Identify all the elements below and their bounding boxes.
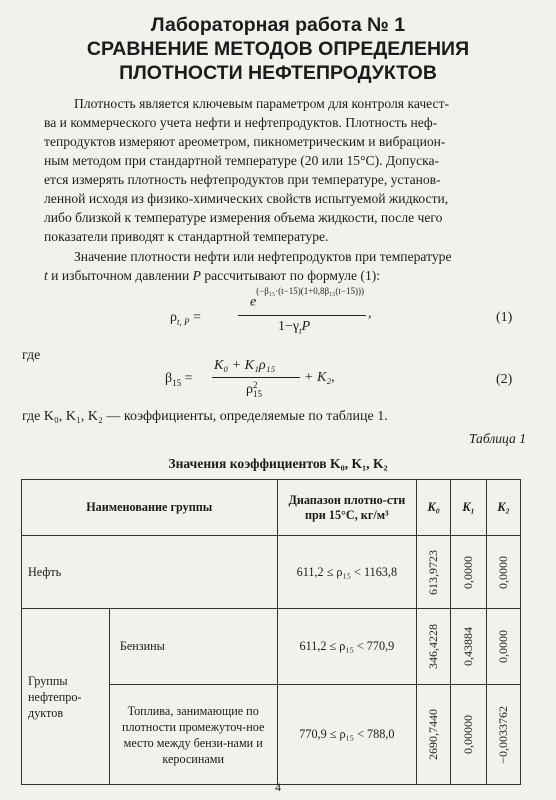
exp-base: e (250, 294, 257, 310)
header-k0: K₀ (417, 480, 451, 536)
row-k0: 613,9723 (417, 536, 451, 609)
eq1-denominator (278, 319, 310, 336)
table-row (22, 609, 521, 685)
eq1-lhs-sub: t, P (177, 316, 190, 327)
coefficients-table (21, 479, 521, 785)
para1-line: ленной исходя из физико-химических свойств испытуемой жидкости, (44, 191, 449, 206)
var-t: t (44, 268, 48, 283)
beta-symbol: β (165, 371, 173, 386)
row-subgroup: Бензины (109, 609, 277, 685)
row-group: Нефть (22, 536, 278, 609)
row-range: 611,2 ≤ ρ₁₅ < 1163,8 (277, 536, 417, 609)
topic-title-line1: СРАВНЕНИЕ МЕТОДОВ ОПРЕДЕЛЕНИЯ (86, 38, 470, 60)
eq1-comma: , (368, 306, 372, 321)
header-k1: K₁ (451, 480, 487, 536)
para1-line: либо близкой к температуре измерения объема жидкости, после чего (44, 210, 443, 225)
row-k1: 0,00000 (451, 685, 487, 785)
row-k2: −0,0033762 (487, 685, 521, 785)
row-subgroup: Топлива, занимающие по плотности промежуточ-ное место между бензи-нами и керосинами (109, 685, 277, 785)
para2-text: рассчитывают по формуле (1): (200, 268, 381, 283)
row-group: Группы нефтепро-дуктов (22, 609, 110, 785)
para1-line: ным методом при стандартной температуре (20 или 15°С). Допуска- (44, 153, 440, 168)
denom-sub: t (299, 325, 302, 336)
eq1-lhs (170, 310, 201, 327)
denom-text: 1−γ (278, 319, 300, 334)
para2-line2 (44, 268, 514, 284)
para1-line: показатели приводят к стандартной температуре. (44, 229, 329, 244)
row-range: 611,2 ≤ ρ₁₅ < 770,9 (277, 609, 417, 685)
para1-line: тепродуктов измеряют ареометром, пикнометрическим и вибрацион- (44, 134, 446, 149)
denom-sup: 2 (253, 380, 258, 390)
eq2-number: (2) (496, 372, 513, 387)
para1-line: Плотность является ключевым параметром для контроля качест- (74, 96, 450, 111)
header-group: Наименование группы (22, 480, 278, 536)
eq1-fraction-bar (238, 315, 366, 316)
denom-sub: 15 (253, 389, 262, 399)
para2-line1: Значение плотности нефти или нефтепродуктов при температуре (74, 249, 452, 264)
eq1-number: (1) (496, 310, 513, 325)
where-label: где (22, 348, 41, 363)
equals-sign: = (184, 371, 193, 386)
row-k2: 0,0000 (487, 536, 521, 609)
denom-var: P (301, 319, 311, 334)
para1-line: ется измерять плотность нефтепродуктов при температуре, установ- (44, 172, 441, 187)
para1-line: ва и коммерческого учета нефти и нефтепродуктов. Плотность неф- (44, 115, 438, 130)
coefficients-note: где K₀, K₁, K₂ — коэффициенты, определяемые по таблице 1. (22, 409, 388, 424)
row-k0: 2690,7440 (417, 685, 451, 785)
table-header-row (22, 480, 521, 536)
header-range: Диапазон плотно-сти при 15°С, кг/м³ (277, 480, 417, 536)
lab-title: Лабораторная работа № 1 (150, 14, 406, 36)
eq2-denominator (246, 381, 262, 399)
table-row (22, 536, 521, 609)
row-k1: 0,0000 (451, 536, 487, 609)
row-k2: 0,0000 (487, 609, 521, 685)
beta-sub: 15 (172, 377, 182, 388)
var-P: P (192, 268, 201, 283)
table-label: Таблица 1 (468, 431, 526, 446)
table-title: Значения коэффициентов K₀, K₁, K₂ (168, 456, 388, 471)
rho-symbol: ρ (170, 310, 177, 325)
exp-power: (−β₁₅·(t−15)(1+0,8β₁₅(t−15))) (256, 286, 364, 296)
topic-title-line2: ПЛОТНОСТИ НЕФТЕПРОДУКТОВ (119, 62, 437, 84)
row-k0: 346,4228 (417, 609, 451, 685)
rho-symbol: ρ (246, 382, 253, 398)
equals-sign: = (193, 310, 201, 325)
row-range: 770,9 ≤ ρ₁₅ < 788,0 (277, 685, 417, 785)
row-k1: 0,43884 (451, 609, 487, 685)
eq2-fraction-bar (212, 377, 300, 378)
eq2-numerator: K₀ + K₁ρ₁₅ (214, 358, 276, 373)
eq2-lhs (165, 371, 193, 388)
eq2-tail: + K₂, (304, 370, 335, 385)
para2-text: и избыточном давлении (47, 268, 193, 283)
page-number: 4 (275, 780, 281, 794)
header-k2: K₂ (487, 480, 521, 536)
